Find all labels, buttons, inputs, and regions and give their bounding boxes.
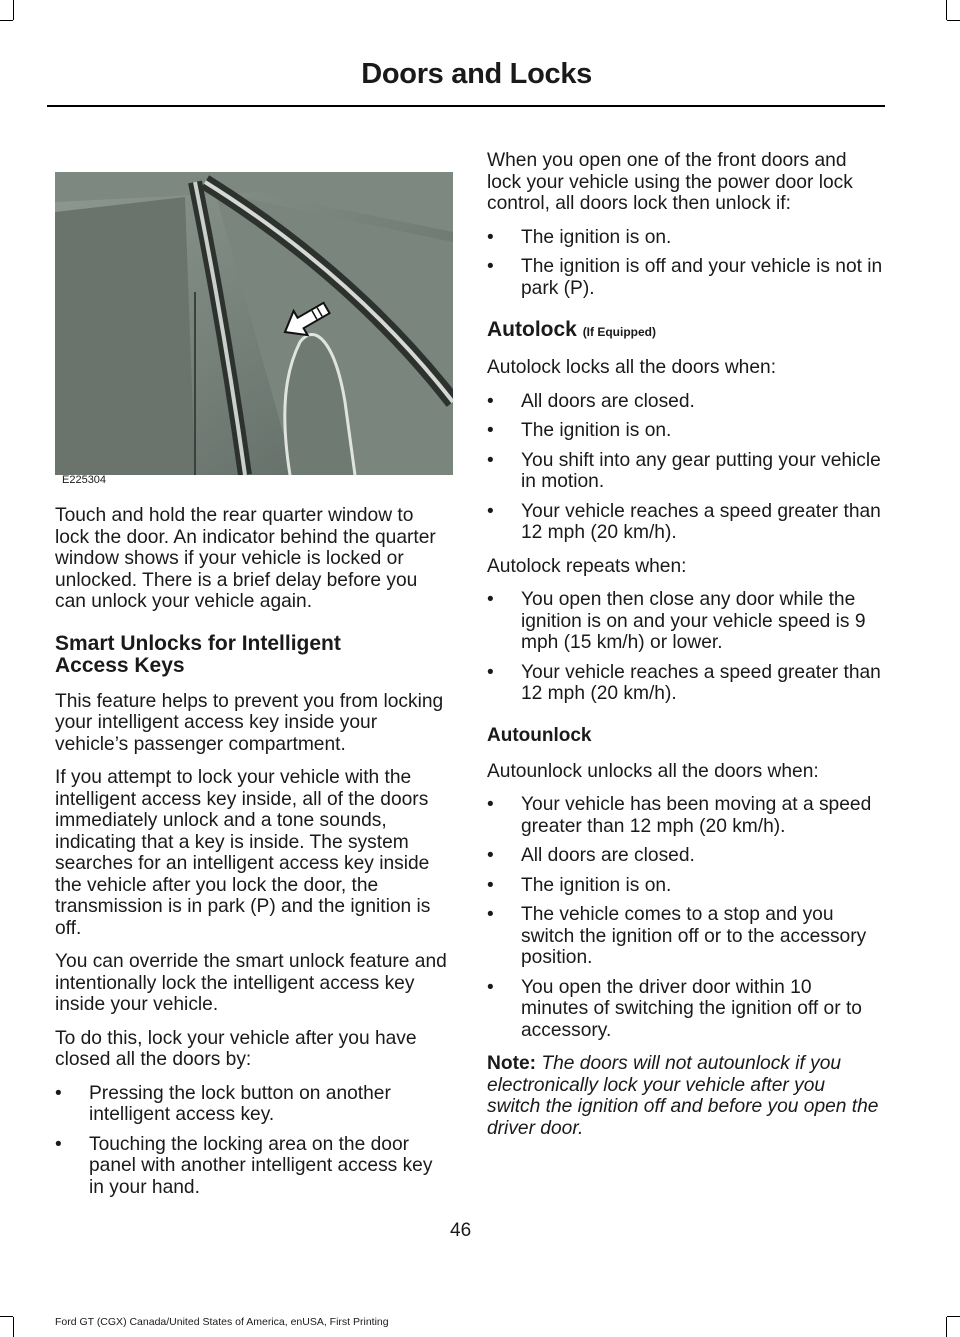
header-divider (47, 105, 885, 107)
left-column (55, 505, 447, 1210)
bullet-list (487, 794, 883, 1041)
bullet: • (55, 1133, 62, 1155)
bullet: • (487, 976, 494, 998)
heading-line: Access Keys (55, 653, 185, 677)
paragraph: Autounlock unlocks all the doors when: (487, 760, 819, 782)
bullet-list (487, 227, 883, 300)
equipped-tag: (If Equipped) (582, 325, 657, 339)
page-number: 46 (450, 1220, 472, 1241)
list-item: • Your vehicle reaches a speed greater than 12 mph (20 km/h). (487, 661, 881, 704)
quarter-window-illustration (55, 172, 453, 475)
crop-mark (946, 1317, 947, 1337)
list-item: • You open then close any door while the ignition is on and your vehicle speed is 9 mph (15 km/h) or lower. (487, 589, 866, 653)
list-item: • Your vehicle reaches a speed greater than 12 mph (20 km/h). (487, 500, 881, 543)
bullet: • (55, 1082, 62, 1104)
crop-mark (13, 1317, 14, 1337)
paragraph: This feature helps to prevent you from locking your intelligent access key inside your vehicle’s passenger compartment. (55, 690, 444, 755)
heading-line: Smart Unlocks for Intelligent (55, 631, 341, 655)
bullet-list (487, 589, 883, 705)
bullet: • (487, 420, 494, 441)
footer-text: Ford GT (CGX) Canada/United States of America, enUSA, First Printing (55, 1316, 389, 1328)
bullet: • (487, 226, 494, 248)
paragraph: To do this, lock your vehicle after you have closed all the doors by: (55, 1027, 417, 1070)
door-window-drawing (55, 172, 453, 475)
bullet: • (487, 449, 494, 471)
list-item: • All doors are closed. (487, 845, 695, 866)
bullet: • (487, 874, 494, 896)
page-title: Doors and Locks (361, 58, 592, 90)
bullet-list (55, 1083, 447, 1199)
note-text: The doors will not autounlock if you electronically lock your vehicle after you switch the ignition off and before you open the driver door. (487, 1053, 879, 1139)
list-item: • The ignition is off and your vehicle is not in park (P). (487, 256, 883, 299)
list-item: • Touching the locking area on the door panel with another intelligent access key in your hand. (55, 1133, 433, 1198)
paragraph: Autolock repeats when: (487, 555, 687, 577)
crop-mark (947, 20, 960, 21)
bullet: • (487, 904, 494, 925)
paragraph: Autolock locks all the doors when: (487, 357, 777, 378)
list-item: • Pressing the lock button on another intelligent access key. (55, 1082, 391, 1125)
bullet: • (487, 256, 494, 277)
list-item: • Your vehicle has been moving at a speed greater than 12 mph (20 km/h). (487, 794, 872, 837)
bullet: • (487, 390, 494, 412)
bullet: • (487, 500, 494, 522)
paragraph: Touch and hold the rear quarter window to lock the door. An indicator behind the quarter window shows if your vehicle is locked or unlocked. There is a brief delay before you can unlock your vehicle again. (55, 505, 436, 612)
list-item: • The vehicle comes to a stop and you switch the ignition off or to the accessory position. (487, 904, 867, 968)
crop-mark (13, 0, 14, 20)
bullet: • (487, 845, 494, 866)
crop-mark (946, 0, 947, 20)
note-label: Note: (487, 1053, 537, 1074)
crop-mark (947, 1316, 960, 1317)
section-heading-autounlock: Autounlock (487, 724, 592, 746)
paragraph: When you open one of the front doors and lock your vehicle using the power door lock control, all doors lock then unlock if: (487, 150, 853, 214)
bullet-list (487, 391, 883, 544)
bullet: • (487, 661, 494, 683)
figure-code: E225304 (62, 474, 107, 486)
crop-mark (0, 20, 13, 21)
section-heading-smart-unlocks (55, 633, 447, 677)
paragraph: You can override the smart unlock feature and intentionally lock the intelligent access key inside your vehicle. (55, 951, 447, 1015)
right-column (487, 150, 883, 1151)
list-item: • You shift into any gear putting your vehicle in motion. (487, 449, 881, 492)
bullet: • (487, 589, 494, 610)
list-item: • The ignition is on. (487, 226, 672, 248)
list-item: • All doors are closed. (487, 390, 695, 412)
bullet: • (487, 794, 494, 815)
crop-mark (0, 1316, 13, 1317)
note (487, 1053, 883, 1139)
paragraph: If you attempt to lock your vehicle with the intelligent access key inside, all of the doors immediately unlock and a tone sounds, indicating that a key is inside. The system searches for an intelligent access key inside the vehicle after you lock the door, the transmission is in park (P) and the ignition is off. (55, 767, 431, 939)
list-item: • The ignition is on. (487, 874, 672, 896)
list-item: • The ignition is on. (487, 420, 672, 441)
list-item: • You open the driver door within 10 minutes of switching the ignition off or to accessory. (487, 976, 862, 1041)
section-heading-autolock: Autolock (If Equipped) (487, 318, 657, 341)
